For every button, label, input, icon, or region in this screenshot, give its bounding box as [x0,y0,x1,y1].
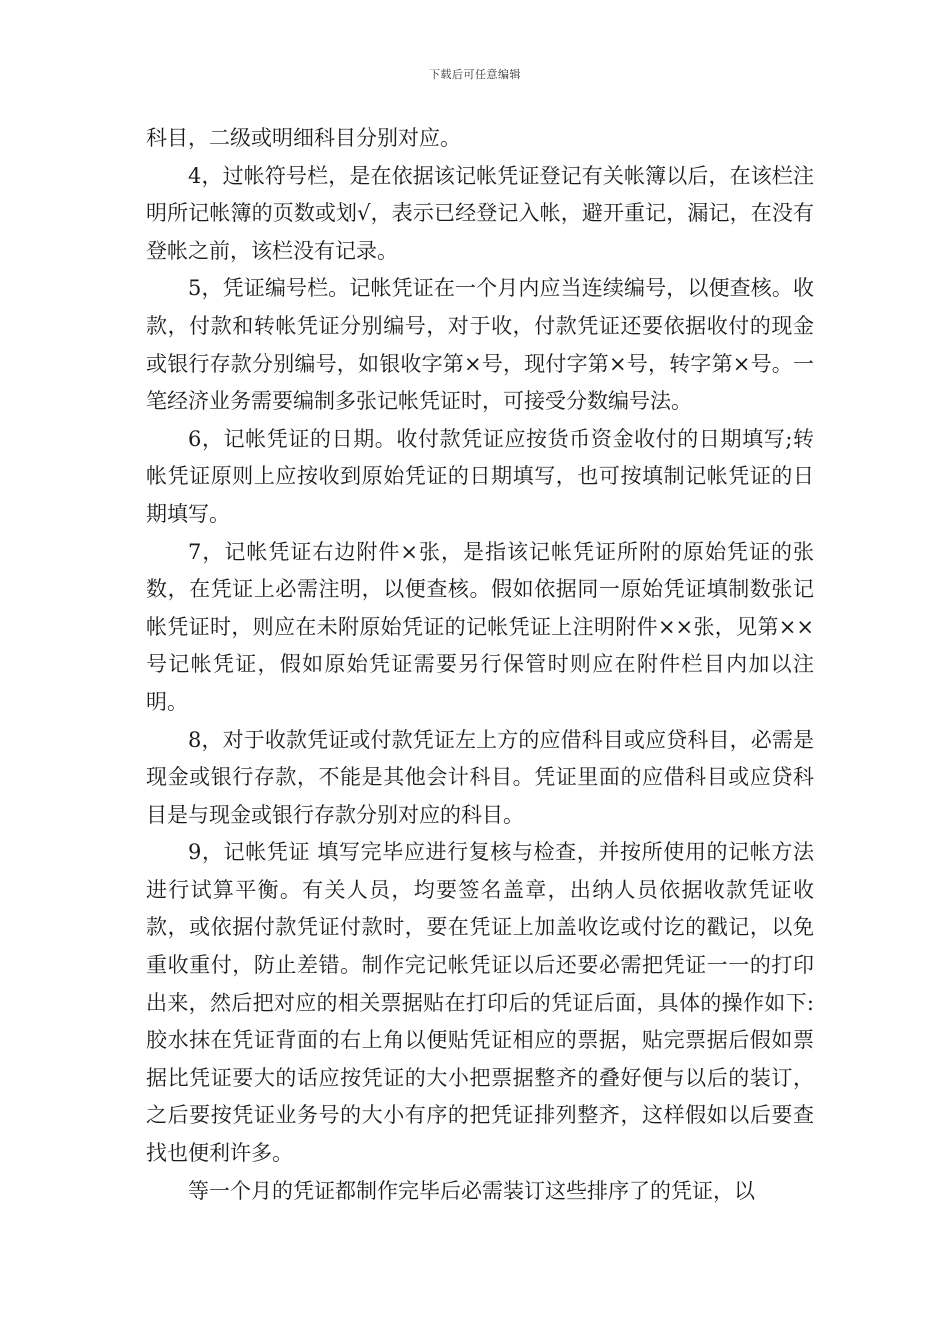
paragraph-item-8: 8，对于收款凭证或付款凭证左上方的应借科目或应贷科目，必需是现金或银行存款，不能是其他会计科目。凭证里面的应借科目或应贷科目是与现金或银行存款分别对应的科目。 [146,727,814,827]
paragraph-item-6: 6，记帐凭证的日期。收付款凭证应按货币资金收付的日期填写;转帐凭证原则上应按收到原始凭证的日期填写，也可按填制记帐凭证的日期填写。 [146,426,814,526]
paragraph-item-4: 4，过帐符号栏，是在依据该记帐凭证登记有关帐簿以后，在该栏注明所记帐簿的页数或划√，表示已经登记入帐，避开重记，漏记，在没有登帐之前，该栏没有记录。 [146,163,814,263]
paragraph-continuation: 科目，二级或明细科目分别对应。 [146,126,461,150]
paragraph-item-7: 7，记帐凭证右边附件×张，是指该记帐凭证所附的原始凭证的张数，在凭证上必需注明，以便查核。假如依据同一原始凭证填制数张记帐凭证时，则应在未附原始凭证的记帐凭证上注明附件××张，见第××号记帐凭证，假如原始凭证需要另行保管时则应在附件栏目内加以注明。 [146,539,814,714]
page-header: 下载后可任意编辑 [429,68,521,81]
paragraph-item-5: 5，凭证编号栏。记帐凭证在一个月内应当连续编号，以便查核。收款，付款和转帐凭证分别编号，对于收，付款凭证还要依据收付的现金或银行存款分别编号，如银收字第×号，现付字第×号，转字第×号。一笔经济业务需要编制多张记帐凭证时，可接受分数编号法。 [146,276,814,414]
paragraph-closing: 等一个月的凭证都制作完毕后必需装订这些排序了的凭证，以 [188,1178,755,1203]
document-body [146,120,814,1210]
paragraph-item-9: 9，记帐凭证 填写完毕应进行复核与检查，并按所使用的记帐方法进行试算平衡。有关人员，均要签名盖章，出纳人员依据收款凭证收款，或依据付款凭证付款时，要在凭证上加盖收讫或付讫的戳记，以免重收重付，防止差错。制作完记帐凭证以后还要必需把凭证一一的打印出来，然后把对应的相关票据贴在打印后的凭证后面，具体的操作如下:胶水抹在凭证背面的右上角以便贴凭证相应的票据，贴完票据后假如票据比凭证要大的话应按凭证的大小把票据整齐的叠好便与以后的装订，之后要按凭证业务号的大小有序的把凭证排列整齐，这样假如以后要查找也便利许多。 [146,840,814,1166]
